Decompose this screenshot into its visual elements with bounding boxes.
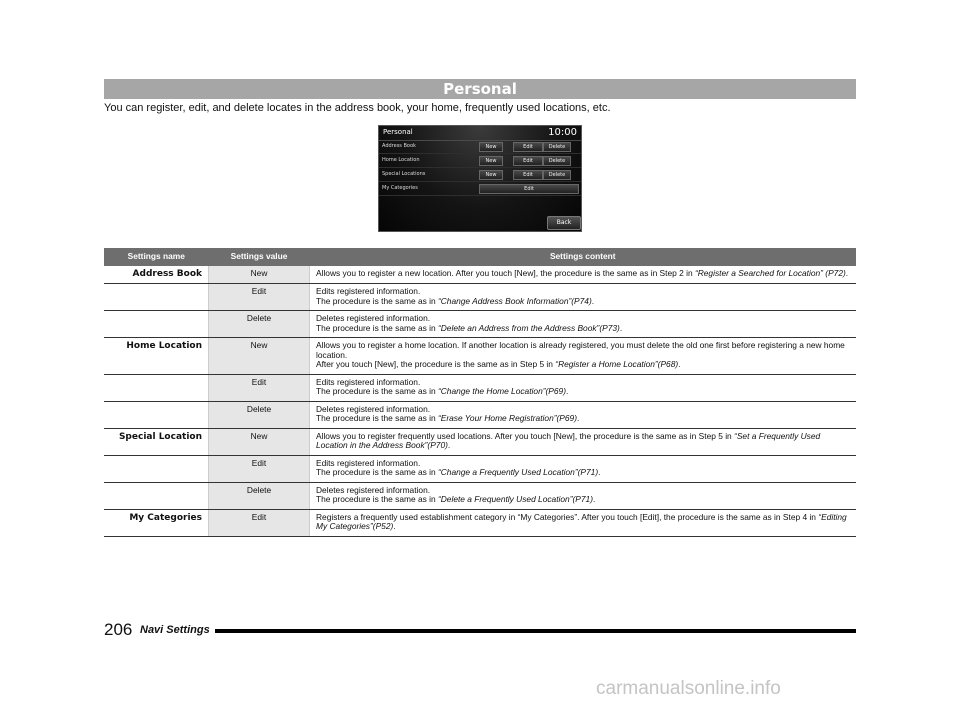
- settings-content-cell: [310, 455, 857, 482]
- table-row: [104, 338, 856, 375]
- cross-reference-link[interactable]: “Change the Home Location”(P69): [437, 386, 566, 396]
- table-row: [104, 509, 856, 536]
- screen-title: Personal: [383, 128, 413, 136]
- header-settings-content: Settings content: [310, 248, 857, 266]
- settings-content-cell: [310, 401, 857, 428]
- table-row: [104, 482, 856, 509]
- cross-reference-link[interactable]: “Set a Frequently Used Location in the Address Book”(P70): [316, 430, 821, 450]
- settings-name-cell: [104, 311, 209, 338]
- cross-reference-link[interactable]: “Register a Searched for Location” (P72): [694, 268, 846, 278]
- settings-name-cell: Address Book: [104, 266, 209, 284]
- cross-reference-link[interactable]: “Editing My Categories”(P52): [316, 511, 847, 531]
- personal-screen-image: [378, 125, 582, 232]
- settings-name-cell: Home Location: [104, 338, 209, 375]
- screen-edit-button[interactable]: Edit: [479, 184, 579, 194]
- table-row: [104, 374, 856, 401]
- content-text: Deletes registered information. The procedure is the same as in: [316, 484, 436, 504]
- content-tail: .: [678, 359, 681, 369]
- header-settings-name: Settings name: [104, 248, 209, 266]
- screen-delete-button[interactable]: Delete: [543, 142, 571, 152]
- content-tail: .: [592, 494, 596, 504]
- content-tail: .: [447, 440, 451, 450]
- settings-name-cell: Special Location: [104, 428, 209, 455]
- screen-row: [379, 141, 581, 154]
- settings-name-cell: [104, 284, 209, 311]
- content-text: Registers a frequently used establishment category in “My Categories”. After you touch [Edit], the procedure is the same as in Step 4 in: [316, 511, 819, 522]
- content-text: Edits registered information. The procedure is the same as in: [316, 376, 436, 396]
- settings-value-cell: Edit: [209, 374, 310, 401]
- screen-edit-button[interactable]: Edit: [513, 142, 543, 152]
- screen-new-button[interactable]: New: [479, 170, 503, 180]
- screen-row-label: Home Location: [382, 157, 420, 163]
- content-tail: .: [393, 521, 396, 531]
- settings-content-cell: [310, 266, 857, 284]
- settings-content-cell: [310, 374, 857, 401]
- content-tail: .: [845, 268, 849, 278]
- content-tail: .: [598, 467, 601, 477]
- content-text: Deletes registered information. The procedure is the same as in: [316, 403, 436, 423]
- table-row: [104, 401, 856, 428]
- screen-delete-button[interactable]: Delete: [543, 170, 571, 180]
- settings-content-cell: [310, 482, 857, 509]
- content-tail: .: [591, 295, 595, 306]
- chapter-title: Navi Settings: [140, 624, 210, 636]
- settings-content-cell: [310, 338, 857, 375]
- section-title: Personal: [104, 79, 856, 99]
- cross-reference-link[interactable]: “Change a Frequently Used Location”(P71): [437, 467, 599, 477]
- content-tail: .: [566, 386, 569, 396]
- settings-value-cell: Delete: [209, 311, 310, 338]
- content-tail: .: [577, 413, 580, 423]
- cross-reference-link[interactable]: “Erase Your Home Registration”(P69): [437, 413, 577, 423]
- settings-name-cell: [104, 401, 209, 428]
- table-row: [104, 311, 856, 338]
- table-row: [104, 284, 856, 311]
- content-text: Deletes registered information. The procedure is the same as in: [316, 313, 436, 333]
- settings-content-cell: [310, 311, 857, 338]
- screen-row: [379, 183, 581, 196]
- content-text: Allows you to register frequently used locations. After you touch [New], the procedure is the same as in Step 5 in: [316, 430, 735, 441]
- screen-row: [379, 155, 581, 168]
- settings-value-cell: New: [209, 338, 310, 375]
- settings-value-cell: Delete: [209, 482, 310, 509]
- screen-new-button[interactable]: New: [479, 142, 503, 152]
- screen-delete-button[interactable]: Delete: [543, 156, 571, 166]
- table-row: [104, 428, 856, 455]
- screen-edit-button[interactable]: Edit: [513, 156, 543, 166]
- settings-name-cell: My Categories: [104, 509, 209, 536]
- content-text: Edits registered information. The procedure is the same as in: [316, 457, 436, 477]
- table-row: [104, 266, 856, 284]
- settings-value-cell: Edit: [209, 509, 310, 536]
- intro-text: You can register, edit, and delete locates in the address book, your home, frequently used locations, etc.: [104, 102, 611, 114]
- screen-row-label: My Categories: [382, 185, 418, 191]
- content-text: Allows you to register a home location. If another location is already registered, you must delete the old one first before registering a new home location. After you touch [New], the procedure is the same as in Step 5 in: [316, 340, 845, 369]
- page-number: 206: [104, 620, 133, 639]
- screen-row-label: Special Locations: [382, 171, 426, 177]
- content-text: Edits registered information. The procedure is the same as in: [316, 286, 436, 306]
- cross-reference-link[interactable]: “Delete an Address from the Address Book”(P73): [437, 322, 620, 333]
- settings-table: [104, 248, 856, 537]
- settings-name-cell: [104, 374, 209, 401]
- screen-row: [379, 169, 581, 182]
- screen-row-label: Address Book: [382, 143, 416, 149]
- cross-reference-link[interactable]: “Register a Home Location”(P68): [555, 359, 679, 369]
- settings-content-cell: [310, 284, 857, 311]
- content-tail: .: [619, 322, 623, 333]
- settings-value-cell: Edit: [209, 284, 310, 311]
- screen-header: [379, 126, 581, 141]
- settings-name-cell: [104, 455, 209, 482]
- footer-rule: [215, 629, 856, 633]
- screen-new-button[interactable]: New: [479, 156, 503, 166]
- cross-reference-link[interactable]: “Change Address Book Information”(P74): [437, 295, 592, 306]
- cross-reference-link[interactable]: “Delete a Frequently Used Location”(P71): [437, 494, 593, 504]
- settings-content-cell: [310, 428, 857, 455]
- settings-value-cell: New: [209, 428, 310, 455]
- table-row: [104, 455, 856, 482]
- watermark: carmanualsonline.info: [596, 678, 781, 699]
- settings-content-cell: [310, 509, 857, 536]
- header-settings-value: Settings value: [209, 248, 310, 266]
- content-text: Allows you to register a new location. After you touch [New], the procedure is the same as in Step 2 in: [316, 268, 695, 278]
- settings-value-cell: New: [209, 266, 310, 284]
- settings-value-cell: Edit: [209, 455, 310, 482]
- settings-value-cell: Delete: [209, 401, 310, 428]
- screen-clock: 10:00: [548, 127, 577, 138]
- back-button[interactable]: Back: [547, 216, 581, 230]
- settings-name-cell: [104, 482, 209, 509]
- screen-edit-button[interactable]: Edit: [513, 170, 543, 180]
